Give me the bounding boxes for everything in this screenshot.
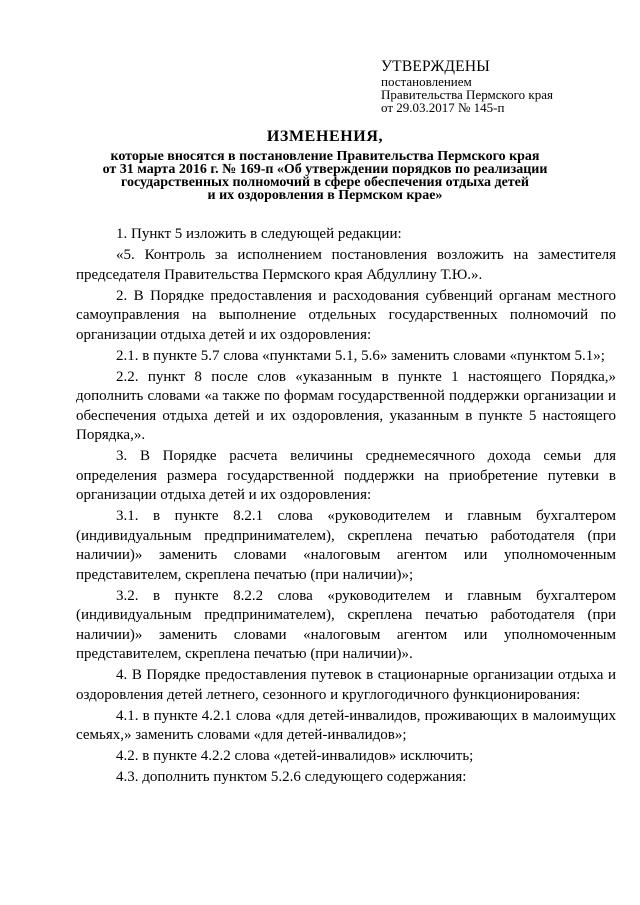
- approval-line: Правительства Пермского края: [381, 87, 553, 102]
- paragraph: 4.3. дополнить пунктом 5.2.6 следующего содержания:: [116, 769, 467, 785]
- heading-subtitle-line: от 31 марта 2016 г. № 169-п «Об утверждении порядков по реализации: [102, 162, 548, 177]
- paragraph: 4.1. в пункте 4.2.1 слова «для детей-инвалидов, проживающих в малоимущих семьях,» заменить словами «для детей-инвалидов»;: [76, 707, 616, 743]
- paragraph: 2.1. в пункте 5.7 слова «пунктами 5.1, 5.6» заменить словами «пунктом 5.1»;: [116, 347, 605, 364]
- heading-subtitle-line: которые вносятся в постановление Правительства Пермского края: [110, 149, 540, 164]
- approval-title: УТВЕРЖДЕНЫ: [381, 58, 490, 75]
- document-body: [76, 225, 616, 789]
- document-heading: [60, 127, 590, 202]
- paragraph: 4. В Порядке предоставления путевок в стационарные организации отдыха и оздоровления детей летнего, сезонного и круглогодичного функционирования:: [76, 667, 616, 703]
- paragraph: 2. В Порядке предоставления и расходования субвенций органам местного самоуправления на выполнение отдельных государственных полномочий по организации отдыха детей и их оздоровления:: [76, 287, 616, 343]
- paragraph: 1. Пункт 5 изложить в следующей редакции:: [116, 226, 402, 242]
- paragraph: 3.2. в пункте 8.2.2 слова «руководителем и главным бухгалтером (индивидуальным предпринимателем), скреплена печатью работодателя (при наличии)» заменить словами «налоговым агентом или уполномоченным представителем, скреплена печатью (при наличии)».: [76, 587, 616, 662]
- paragraph: 2.2. пункт 8 после слов «указанным в пункте 1 настоящего Порядка,» дополнить словами «а также по формам государственной поддержки организации и обеспечения отдыха детей и их оздоровления, указанным в пункте 5 настоящего Порядка,».: [76, 368, 616, 443]
- approval-line: от 29.03.2017 № 145-п: [381, 100, 505, 115]
- paragraph: 3.1. в пункте 8.2.1 слова «руководителем и главным бухгалтером (индивидуальным предпринимателем), скреплена печатью работодателя (при наличии)» заменить словами «налоговым агентом или уполномоченным представителем, скреплена печатью (при наличии)»;: [76, 508, 616, 583]
- heading-subtitle-line: и их оздоровления в Пермском крае»: [207, 188, 443, 203]
- heading-subtitle-line: государственных полномочий в сфере обеспечения отдыха детей: [121, 175, 529, 190]
- approval-line: постановлением: [381, 74, 472, 89]
- approval-stamp: [381, 58, 621, 114]
- paragraph: 3. В Порядке расчета величины среднемесячного дохода семьи для определения размера государственной поддержки на приобретение путевки в организации отдыха детей и их оздоровления:: [76, 448, 616, 503]
- paragraph: «5. Контроль за исполнением постановления возложить на заместителя председателя Правительства Пермского края Абдуллину Т.Ю.».: [76, 247, 616, 283]
- heading-title: ИЗМЕНЕНИЯ,: [266, 128, 384, 145]
- paragraph: 4.2. в пункте 4.2.2 слова «детей-инвалидов» исключить;: [116, 748, 474, 764]
- heading-subtitle: [60, 150, 590, 202]
